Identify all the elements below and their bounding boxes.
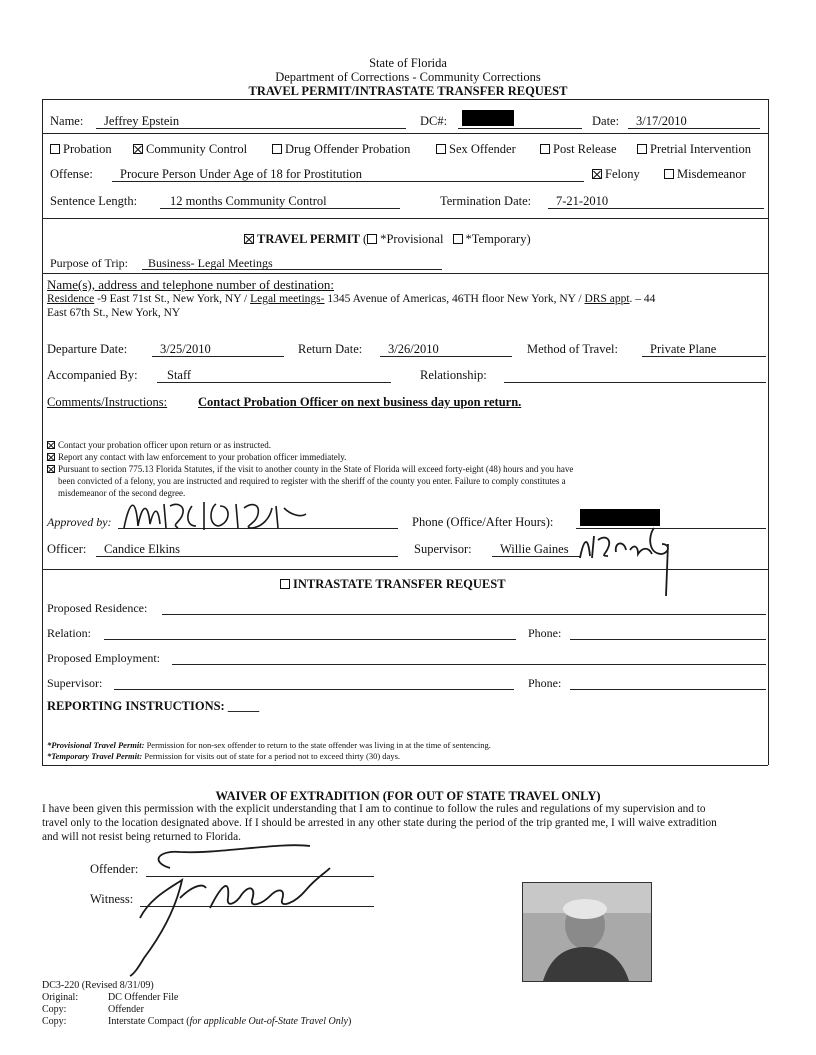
date-field[interactable]: 3/17/2010 bbox=[636, 114, 687, 128]
distribution-label: Copy: bbox=[42, 1016, 67, 1027]
dc-label: DC#: bbox=[420, 114, 448, 128]
officer-label: Officer: bbox=[47, 542, 87, 556]
travel-permit-heading: TRAVEL PERMIT ( *Provisional *Temporary) bbox=[244, 232, 531, 247]
return-underline bbox=[380, 356, 512, 357]
offender-label: Offender: bbox=[90, 862, 139, 876]
destination-label: Name(s), address and telephone number of destination: bbox=[47, 277, 334, 292]
departure-date-field[interactable]: 3/25/2010 bbox=[160, 342, 211, 356]
checked-checkbox-icon[interactable] bbox=[244, 234, 254, 244]
comments-label: Comments/Instructions: bbox=[47, 395, 168, 409]
footnote-provisional: *Provisional Travel Permit: Permission for non-sex offender to return to the state offender was living in at the time of sentencing. bbox=[47, 740, 491, 750]
offense-field[interactable]: Procure Person Under Age of 18 for Prostitution bbox=[120, 167, 362, 181]
frame-bottom bbox=[42, 765, 768, 766]
sentence-length-label: Sentence Length: bbox=[50, 194, 138, 208]
proposed-residence-field[interactable] bbox=[162, 614, 766, 615]
name-field[interactable]: Jeffrey Epstein bbox=[104, 114, 180, 128]
date-label: Date: bbox=[592, 114, 620, 128]
intrastate-heading: INTRASTATE TRANSFER REQUEST bbox=[280, 577, 506, 592]
instruction-item: Contact your probation officer upon return or as instructed. bbox=[47, 440, 271, 450]
divider-3 bbox=[42, 273, 768, 274]
relation-phone-field[interactable] bbox=[570, 639, 766, 640]
sentence-underline bbox=[160, 208, 400, 209]
departure-date-label: Departure Date: bbox=[47, 342, 128, 356]
termination-date-label: Termination Date: bbox=[440, 194, 532, 208]
checked-checkbox-icon[interactable] bbox=[133, 144, 143, 154]
accompanied-underline bbox=[157, 382, 391, 383]
checked-checkbox-icon[interactable] bbox=[47, 453, 55, 461]
checkbox-icon[interactable] bbox=[50, 144, 60, 154]
instruction-item: Pursuant to section 775.13 Florida Statutes, if the visit to another county in the State of Florida will exceed forty-eight (48) hours and you have bbox=[47, 464, 573, 474]
supervisor-phone-field[interactable] bbox=[570, 689, 766, 690]
footnote-temporary: *Temporary Travel Permit: Permission for visits out of state for a period not to exceed thirty (30) days. bbox=[47, 751, 400, 761]
phone-label: Phone: bbox=[528, 626, 562, 640]
checked-checkbox-icon[interactable] bbox=[47, 441, 55, 449]
person-silhouette-icon bbox=[523, 883, 651, 981]
form-id: DC3-220 (Revised 8/31/09) bbox=[42, 980, 154, 991]
instruction-item: Report any contact with law enforcement to your probation officer immediately. bbox=[47, 452, 346, 462]
relation-label: Relation: bbox=[47, 626, 91, 640]
supervision-type-pretrial[interactable]: Pretrial Intervention bbox=[637, 142, 751, 157]
distribution-label: Copy: bbox=[42, 1004, 67, 1015]
termination-date-field[interactable]: 7-21-2010 bbox=[556, 194, 609, 208]
misdemeanor-option[interactable]: Misdemeanor bbox=[664, 167, 746, 182]
frame-right bbox=[768, 99, 769, 569]
waiver-text-line: and will not resist being returned to Florida. bbox=[42, 831, 241, 843]
offender-photo bbox=[522, 882, 652, 982]
name-label: Name: bbox=[50, 114, 84, 128]
date-underline bbox=[628, 128, 760, 129]
department-heading: Department of Corrections - Community Corrections bbox=[275, 70, 541, 84]
destination-line-1: Residence -9 East 71st St., New York, NY / Legal meetings- 1345 Avenue of Americas, 46TH floor New York, NY / DRS appt. – 44 bbox=[47, 293, 656, 305]
comments-field[interactable]: Contact Probation Officer on next business day upon return. bbox=[198, 395, 522, 409]
frame-left-2 bbox=[42, 569, 43, 765]
checked-checkbox-icon[interactable] bbox=[47, 465, 55, 473]
sentence-length-field[interactable]: 12 months Community Control bbox=[170, 194, 327, 208]
distribution-label: Original: bbox=[42, 992, 79, 1003]
phone-label: Phone: bbox=[528, 676, 562, 690]
offense-underline bbox=[112, 181, 584, 182]
witness-signature bbox=[110, 838, 370, 978]
checkbox-icon[interactable] bbox=[664, 169, 674, 179]
state-heading: State of Florida bbox=[369, 56, 447, 70]
waiver-text-line: I have been given this permission with the explicit understanding that I am to continue to follow the rules and regulations of my supervision and to bbox=[42, 803, 706, 815]
frame-right-2 bbox=[768, 569, 769, 765]
accompanied-by-field[interactable]: Staff bbox=[167, 368, 192, 382]
instruction-item-cont: misdemeanor of the second degree. bbox=[58, 488, 186, 498]
supervisor-underline bbox=[492, 556, 580, 557]
method-underline bbox=[642, 356, 766, 357]
method-of-travel-label: Method of Travel: bbox=[527, 342, 618, 356]
relationship-underline[interactable] bbox=[504, 382, 766, 383]
destination-line-2: East 67th St., New York, NY bbox=[47, 307, 181, 319]
felony-option[interactable]: Felony bbox=[592, 167, 640, 182]
checked-checkbox-icon[interactable] bbox=[592, 169, 602, 179]
frame-left bbox=[42, 99, 43, 569]
relationship-label: Relationship: bbox=[420, 368, 487, 382]
return-date-label: Return Date: bbox=[298, 342, 363, 356]
distribution-value: Interstate Compact (for applicable Out-of-State Travel Only) bbox=[108, 1016, 352, 1027]
purpose-underline bbox=[142, 269, 442, 270]
proposed-employment-field[interactable] bbox=[172, 664, 766, 665]
waiver-text-line: travel only to the location designated above. If I should be arrested in any other state during the period of the trip granted me, I will waive extradition bbox=[42, 817, 717, 829]
dc-redaction bbox=[462, 110, 514, 126]
checkbox-icon[interactable] bbox=[367, 234, 377, 244]
frame-top bbox=[42, 99, 768, 100]
supervision-type-sex-offender[interactable]: Sex Offender bbox=[436, 142, 516, 157]
form-title: TRAVEL PERMIT/INTRASTATE TRANSFER REQUEST bbox=[248, 84, 568, 98]
divider-1 bbox=[42, 133, 768, 134]
transfer-supervisor-label: Supervisor: bbox=[47, 676, 103, 690]
waiver-title: WAIVER OF EXTRADITION (FOR OUT OF STATE TRAVEL ONLY) bbox=[215, 789, 601, 803]
supervisor-label: Supervisor: bbox=[414, 542, 472, 556]
name-underline bbox=[96, 128, 406, 129]
distribution-value: DC Offender File bbox=[108, 992, 179, 1003]
checkbox-icon[interactable] bbox=[637, 144, 647, 154]
purpose-label: Purpose of Trip: bbox=[50, 256, 129, 270]
accompanied-by-label: Accompanied By: bbox=[47, 368, 138, 382]
checkbox-icon[interactable] bbox=[436, 144, 446, 154]
proposed-residence-label: Proposed Residence: bbox=[47, 601, 148, 615]
divider-4 bbox=[42, 569, 768, 570]
supervisor-signature bbox=[578, 524, 678, 598]
checkbox-icon[interactable] bbox=[453, 234, 463, 244]
checkbox-icon[interactable] bbox=[272, 144, 282, 154]
checkbox-icon[interactable] bbox=[280, 579, 290, 589]
relation-field[interactable] bbox=[104, 639, 516, 640]
approved-by-label: Approved by: bbox=[47, 515, 112, 529]
purpose-field[interactable]: Business- Legal Meetings bbox=[148, 256, 273, 270]
supervision-type-probation[interactable]: Probation bbox=[50, 142, 112, 157]
instruction-item-cont: been convicted of a felony, you are instructed and required to register with the sheriff of the county you enter. Failure to comply constitutes a bbox=[58, 476, 566, 486]
approver-signature bbox=[120, 494, 310, 536]
transfer-supervisor-field[interactable] bbox=[114, 689, 514, 690]
supervision-type-drug-offender[interactable]: Drug Offender Probation bbox=[272, 142, 410, 157]
offense-label: Offense: bbox=[50, 167, 93, 181]
phone-office-label: Phone (Office/After Hours): bbox=[412, 515, 554, 529]
supervision-type-post-release[interactable]: Post Release bbox=[540, 142, 617, 157]
checkbox-icon[interactable] bbox=[540, 144, 550, 154]
proposed-employment-label: Proposed Employment: bbox=[47, 651, 160, 665]
divider-2 bbox=[42, 218, 768, 219]
officer-underline bbox=[96, 556, 398, 557]
termination-underline bbox=[548, 208, 764, 209]
dc-underline bbox=[458, 128, 582, 129]
witness-label: Witness: bbox=[90, 892, 134, 906]
supervisor-field[interactable]: Willie Gaines bbox=[500, 542, 569, 556]
distribution-value: Offender bbox=[108, 1004, 144, 1015]
supervision-type-community-control[interactable]: Community Control bbox=[133, 142, 247, 157]
departure-underline bbox=[152, 356, 284, 357]
method-of-travel-field[interactable]: Private Plane bbox=[650, 342, 717, 356]
return-date-field[interactable]: 3/26/2010 bbox=[388, 342, 439, 356]
officer-field[interactable]: Candice Elkins bbox=[104, 542, 181, 556]
reporting-instructions-label: REPORTING INSTRUCTIONS: _____ bbox=[47, 699, 260, 713]
